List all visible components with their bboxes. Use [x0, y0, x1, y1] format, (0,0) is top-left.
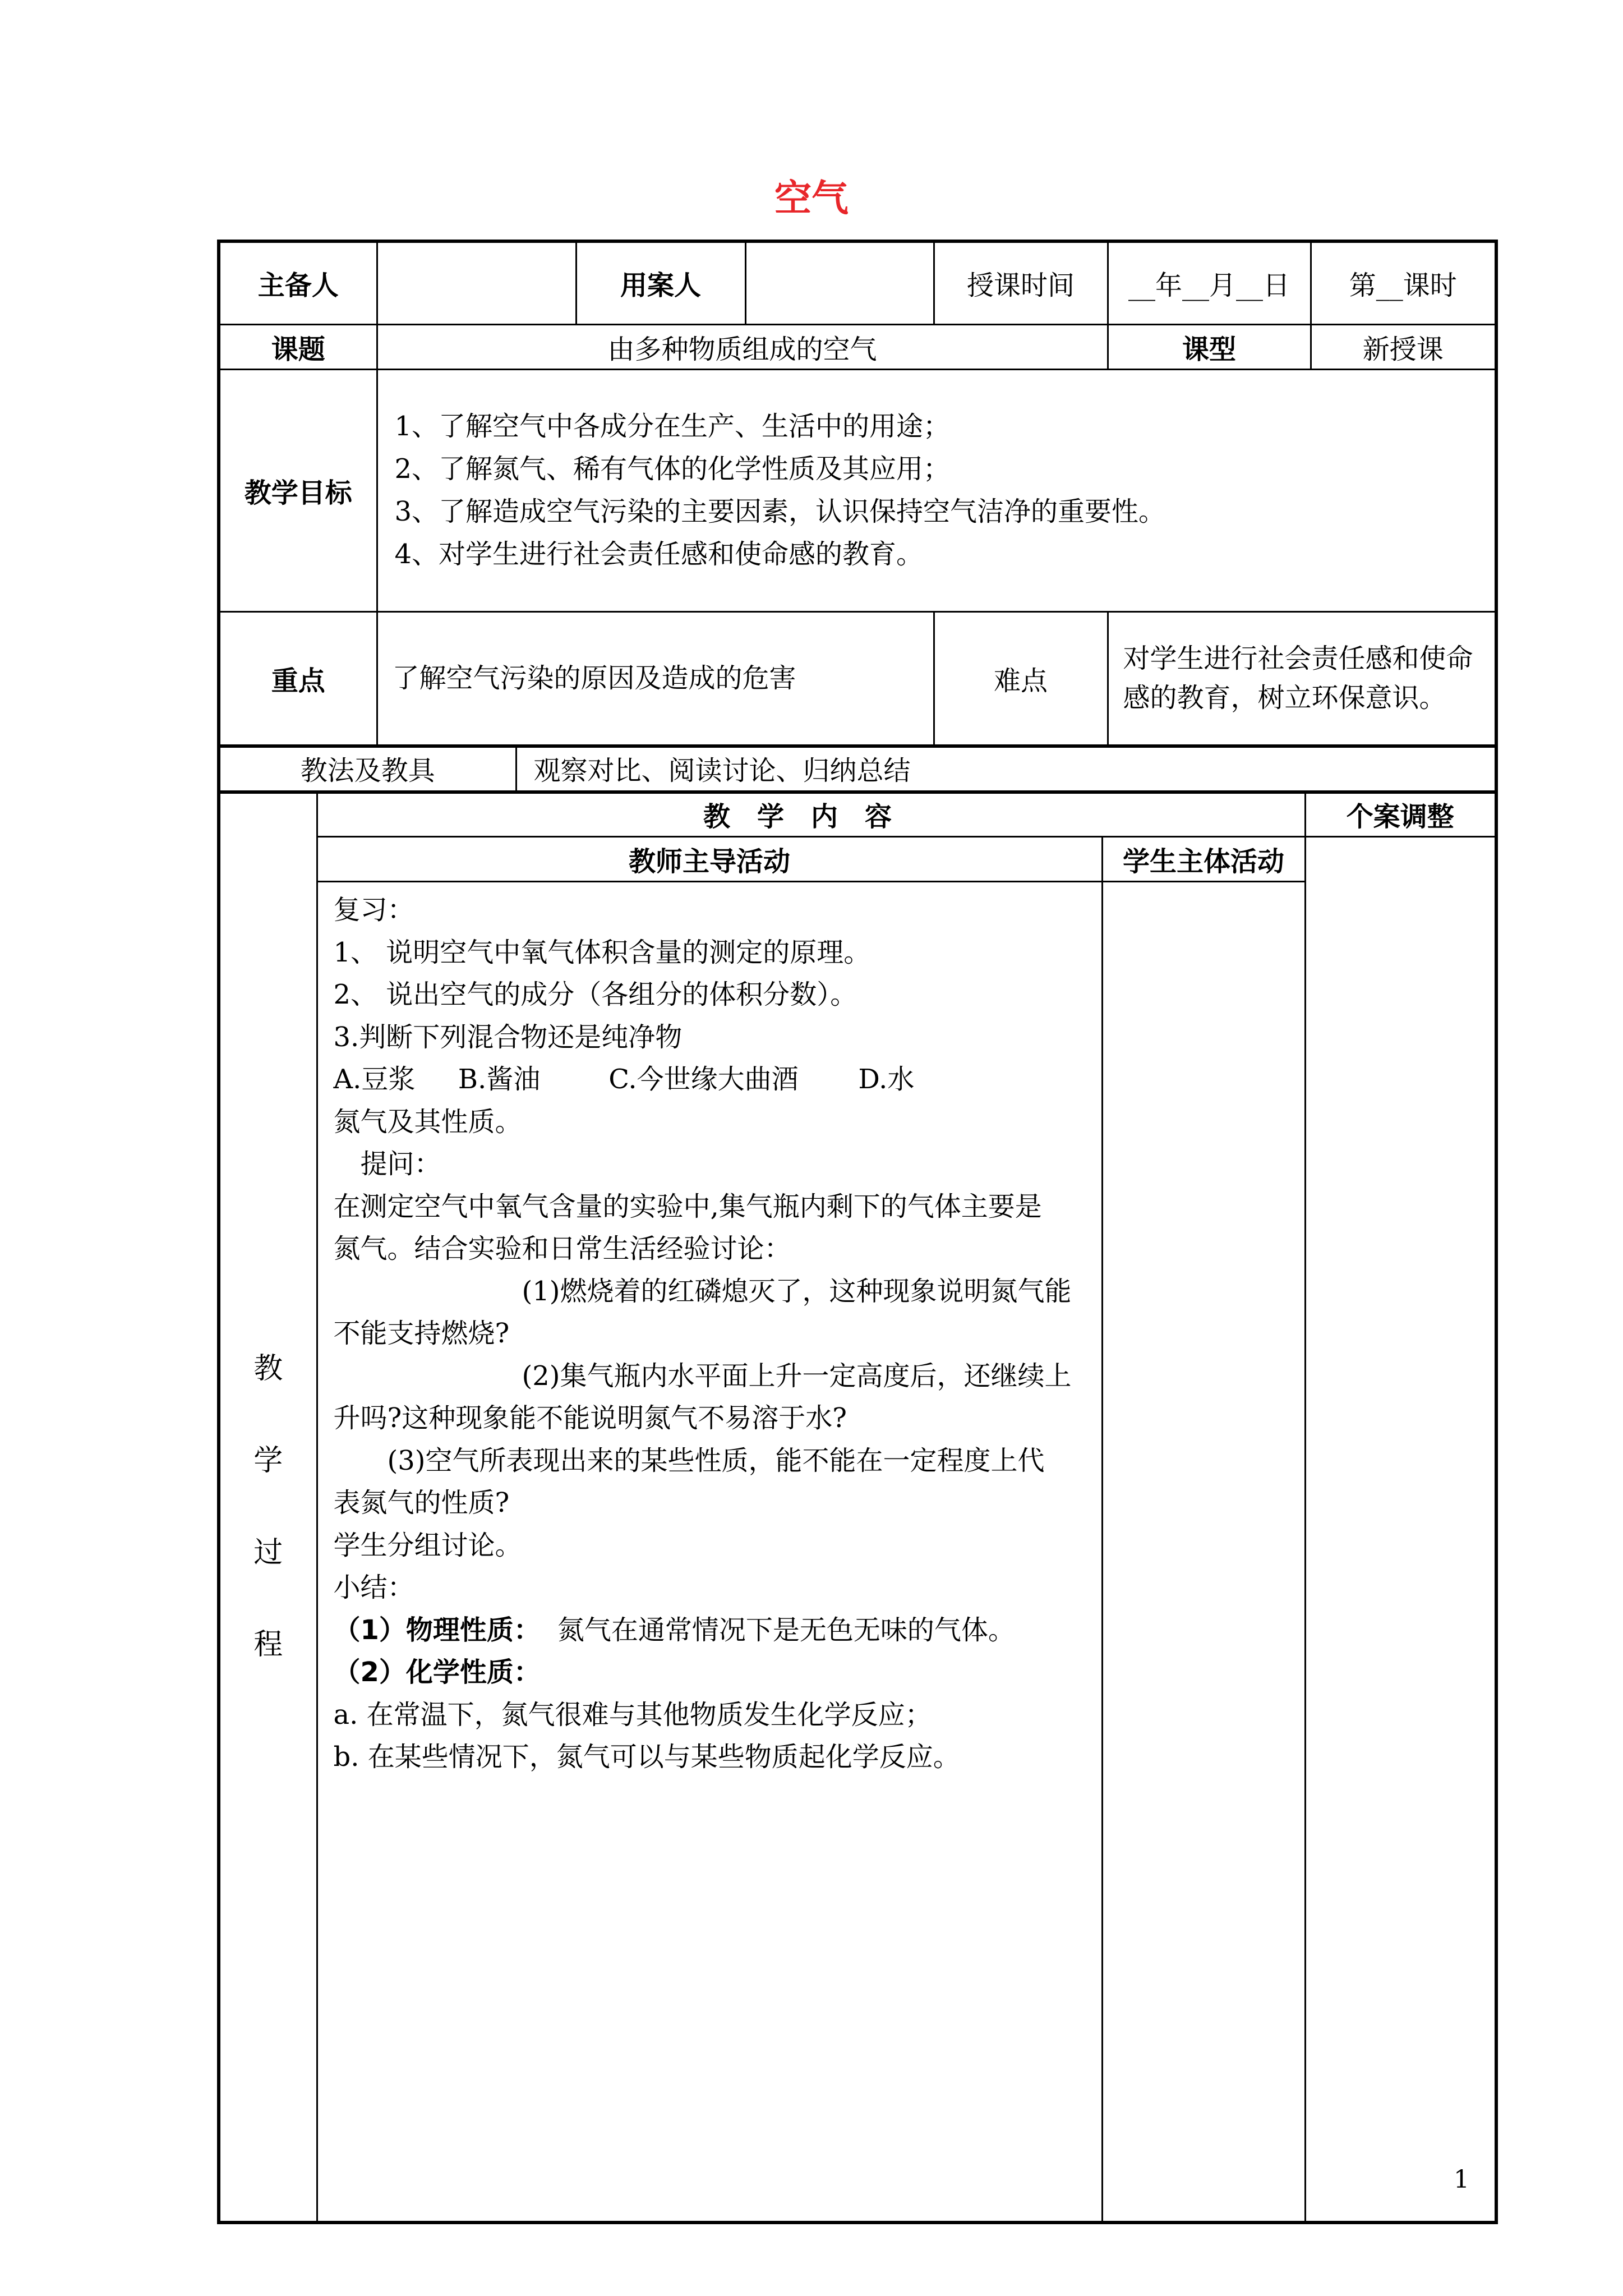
- content-line: 氮气及其性质。: [333, 1106, 522, 1138]
- goal-item: 4、对学生进行社会责任感和使命感的教育。: [394, 539, 924, 570]
- teacher-header: 教师主导活动: [317, 837, 1102, 882]
- user-label: 用案人: [576, 241, 745, 324]
- content-line: 氮气。结合实验和日常生活经验讨论：: [333, 1233, 791, 1264]
- time-label: 授课时间: [934, 241, 1108, 324]
- difficulty-label: 难点: [934, 611, 1108, 746]
- side-char: 过: [253, 1535, 283, 1570]
- process-side-label: [219, 792, 317, 2223]
- process-table: [217, 791, 1498, 2224]
- content-line: 3.判断下列混合物还是纯净物: [333, 1021, 683, 1053]
- content-line: (3)空气所表现出来的某些性质，能不能在一定程度上代: [387, 1444, 1045, 1476]
- student-header: 学生主体活动: [1102, 837, 1305, 882]
- side-char: 教: [253, 1351, 283, 1386]
- content-line: 在测定空气中氧气含量的实验中,集气瓶内剩下的气体主要是: [333, 1190, 1042, 1222]
- goal-item: 2、了解氮气、稀有气体的化学性质及其应用；: [394, 453, 951, 485]
- chemical-item: a. 在常温下，氮气很难与其他物质发生化学反应；: [333, 1699, 932, 1731]
- methods-label: 教法及教具: [219, 746, 516, 792]
- date-value: __年__月__日: [1108, 241, 1311, 324]
- physical-property-line: [334, 1609, 1086, 1652]
- user-value: [745, 241, 934, 324]
- side-char: 学: [253, 1443, 283, 1478]
- adjust-cell: [1305, 837, 1496, 2223]
- methods-table: [217, 744, 1498, 794]
- topic-value: 由多种物质组成的空气: [377, 324, 1108, 369]
- chemical-label: （2）化学性质：: [333, 1657, 541, 1688]
- topic-label: 课题: [219, 324, 377, 369]
- methods-value: 观察对比、阅读讨论、归纳总结: [516, 746, 1496, 792]
- physical-label: （1）物理性质：: [333, 1614, 541, 1646]
- side-char: 程: [253, 1627, 283, 1662]
- preparer-label: 主备人: [219, 241, 377, 324]
- goals-label: 教学目标: [219, 369, 377, 611]
- document-title: 空气: [774, 177, 849, 220]
- adjust-header: 个案调整: [1305, 792, 1496, 837]
- content-line: (2)集气瓶内水平面上升一定高度后，还继续上: [522, 1360, 1072, 1392]
- content-line: A.豆浆 B.酱油 C.今世缘大曲酒 D.水: [333, 1064, 915, 1095]
- content-line: 复习：: [333, 894, 414, 926]
- content-line: 表氮气的性质?: [333, 1487, 510, 1519]
- key-point-label: 重点: [219, 611, 377, 746]
- type-label: 课型: [1108, 324, 1311, 369]
- content-line: 1、 说明空气中氧气体积含量的测定的原理。: [333, 936, 871, 968]
- preparer-value: [377, 241, 576, 324]
- content-line: 小结：: [333, 1572, 414, 1603]
- key-point-value: 了解空气污染的原因及造成的危害: [377, 611, 934, 746]
- type-value: 新授课: [1311, 324, 1496, 369]
- content-line: 升吗?这种现象能不能说明氮气不易溶于水?: [333, 1402, 847, 1434]
- content-line: 学生分组讨论。: [333, 1529, 522, 1561]
- goal-item: 1、了解空气中各成分在生产、生活中的用途；: [394, 411, 951, 442]
- difficulty-value: 对学生进行社会责任感和使命感的教育，树立环保意识。: [1108, 611, 1496, 746]
- content-line: 2、 说出空气的成分（各组分的体积分数）。: [333, 979, 857, 1010]
- content-header: 教学内容: [317, 792, 1305, 837]
- physical-value: 氮气在通常情况下是无色无味的气体。: [557, 1614, 1015, 1646]
- period-value: 第__课时: [1311, 241, 1496, 324]
- chemical-item: b. 在某些情况下，氮气可以与某些物质起化学反应。: [333, 1741, 960, 1773]
- content-line: 不能支持燃烧?: [333, 1318, 510, 1349]
- student-activity: [1102, 882, 1305, 2223]
- teacher-activity: [317, 882, 1102, 2223]
- lesson-header-table: [217, 240, 1498, 748]
- page-number: 1: [1454, 2165, 1469, 2194]
- goal-item: 3、了解造成空气污染的主要因素，认识保持空气洁净的重要性。: [394, 496, 1166, 527]
- content-line: (1)燃烧着的红磷熄灭了，这种现象说明氮气能: [522, 1275, 1072, 1307]
- content-line: 提问：: [360, 1148, 441, 1180]
- goals-list: [377, 369, 1496, 611]
